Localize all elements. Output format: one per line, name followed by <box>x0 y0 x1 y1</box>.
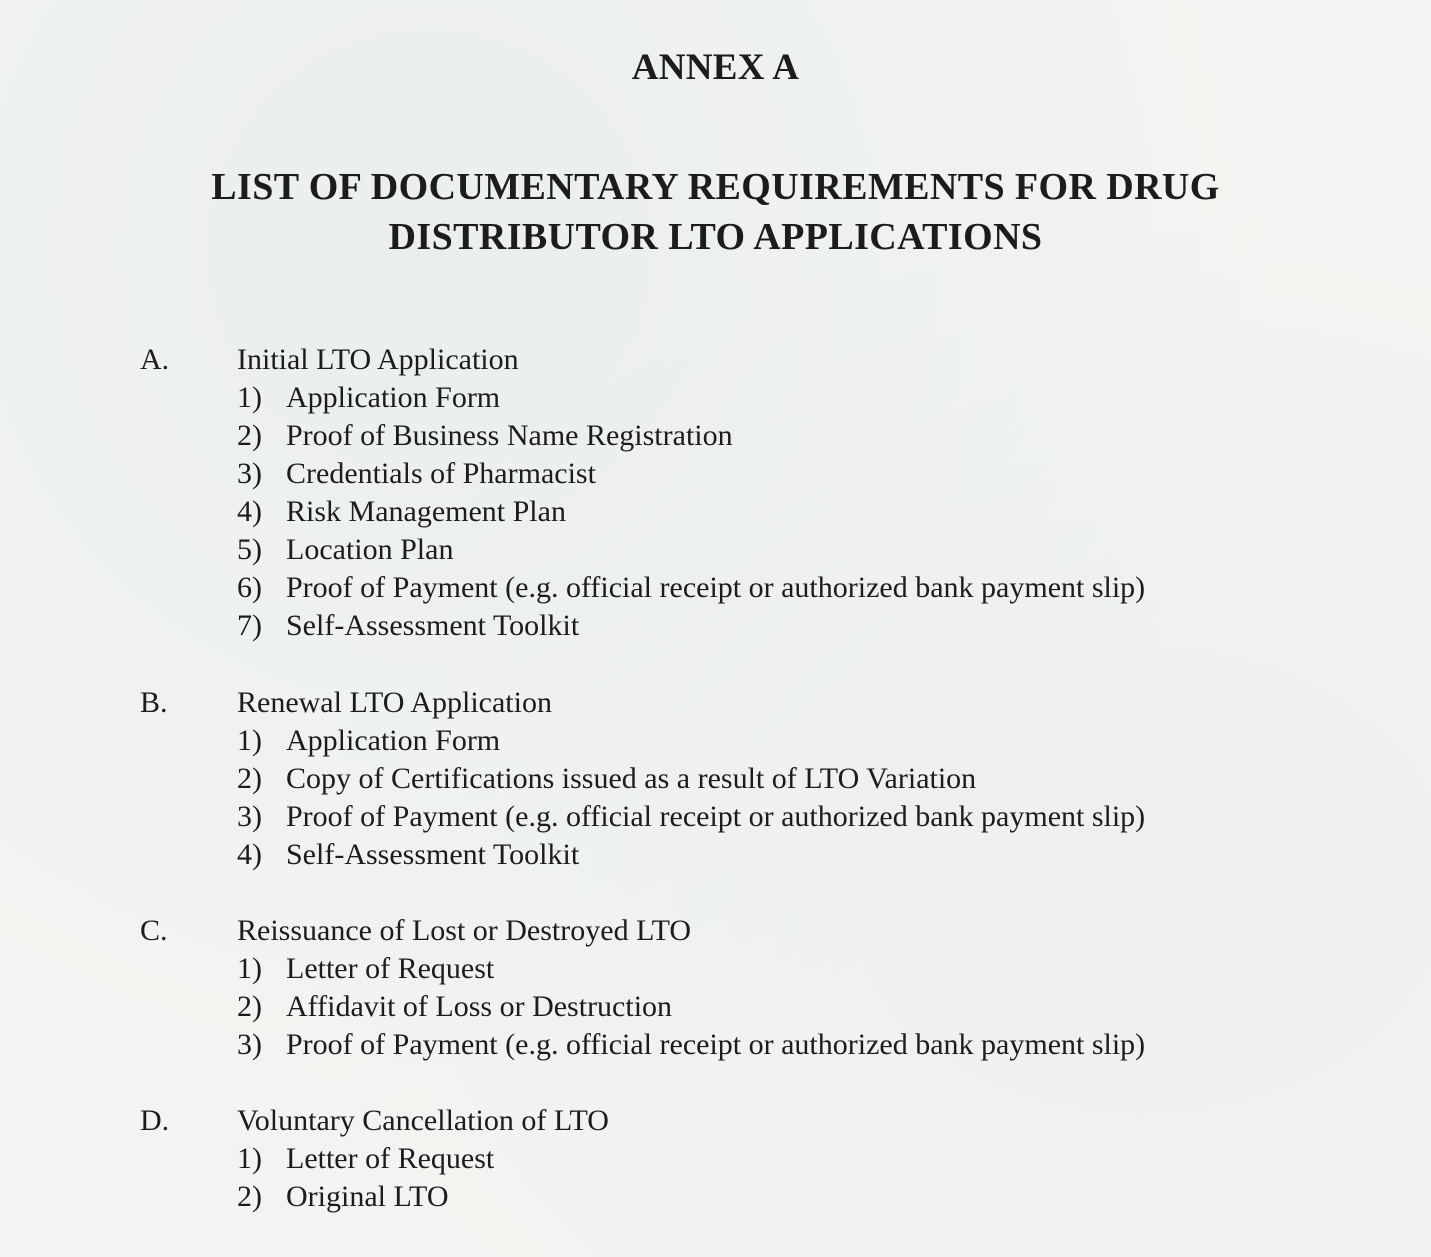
item-text: Proof of Payment (e.g. official receipt or authorized bank payment slip) <box>286 571 1146 604</box>
list-item <box>0 417 1431 455</box>
item-number: 2) <box>237 762 262 795</box>
section-letter: B. <box>140 686 168 719</box>
item-number: 1) <box>237 952 262 985</box>
requirements-list <box>0 950 1431 1064</box>
item-text: Proof of Payment (e.g. official receipt or authorized bank payment slip) <box>286 800 1146 833</box>
item-text: Application Form <box>286 724 501 757</box>
item-text: Letter of Request <box>286 1142 495 1175</box>
list-item <box>0 531 1431 569</box>
section-heading <box>0 1102 1431 1140</box>
section-title: Voluntary Cancellation of LTO <box>237 1104 609 1137</box>
section-voluntary-cancellation <box>0 1102 1431 1216</box>
item-number: 7) <box>237 609 262 642</box>
item-number: 2) <box>237 990 262 1023</box>
item-number: 3) <box>237 1028 262 1061</box>
item-number: 4) <box>237 495 262 528</box>
item-text: Copy of Certifications issued as a result of LTO Variation <box>286 762 977 795</box>
item-text: Affidavit of Loss or Destruction <box>286 990 673 1023</box>
section-title: Reissuance of Lost or Destroyed LTO <box>237 914 692 947</box>
item-number: 3) <box>237 457 262 490</box>
item-text: Credentials of Pharmacist <box>286 457 596 490</box>
item-text: Self-Assessment Toolkit <box>286 838 580 871</box>
list-item <box>0 455 1431 493</box>
section-title: Initial LTO Application <box>237 343 519 376</box>
section-letter: C. <box>140 914 168 947</box>
list-item <box>0 722 1431 760</box>
list-item <box>0 1140 1431 1178</box>
section-letter: A. <box>140 343 170 376</box>
list-item <box>0 836 1431 874</box>
item-text: Original LTO <box>286 1180 449 1213</box>
section-reissuance-lto <box>0 912 1431 1064</box>
item-text: Self-Assessment Toolkit <box>286 609 580 642</box>
item-number: 5) <box>237 533 262 566</box>
list-item <box>0 607 1431 645</box>
list-item <box>0 950 1431 988</box>
list-item <box>0 988 1431 1026</box>
requirements-list <box>0 379 1431 645</box>
item-text: Location Plan <box>286 533 454 566</box>
item-text: Letter of Request <box>286 952 495 985</box>
requirements-list <box>0 722 1431 874</box>
item-number: 2) <box>237 419 262 452</box>
section-renewal-lto <box>0 684 1431 874</box>
list-item <box>0 569 1431 607</box>
item-number: 3) <box>237 800 262 833</box>
item-number: 4) <box>237 838 262 871</box>
section-heading <box>0 341 1431 379</box>
item-number: 1) <box>237 724 262 757</box>
item-number: 2) <box>237 1180 262 1213</box>
list-item <box>0 379 1431 417</box>
section-heading <box>0 684 1431 722</box>
list-item <box>0 1178 1431 1216</box>
item-number: 1) <box>237 381 262 414</box>
list-item <box>0 1026 1431 1064</box>
document-title-line-2: DISTRIBUTOR LTO APPLICATIONS <box>388 216 1043 258</box>
list-item <box>0 760 1431 798</box>
requirements-list <box>0 1140 1431 1216</box>
list-item <box>0 798 1431 836</box>
item-number: 6) <box>237 571 262 604</box>
item-text: Application Form <box>286 381 501 414</box>
annex-title: ANNEX A <box>631 47 800 88</box>
section-letter: D. <box>140 1104 170 1137</box>
section-initial-lto <box>0 341 1431 645</box>
item-text: Proof of Payment (e.g. official receipt or authorized bank payment slip) <box>286 1028 1146 1061</box>
section-title: Renewal LTO Application <box>237 686 552 719</box>
item-text: Risk Management Plan <box>286 495 566 528</box>
document-title-line-1: LIST OF DOCUMENTARY REQUIREMENTS FOR DRUG <box>211 166 1220 208</box>
item-text: Proof of Business Name Registration <box>286 419 733 452</box>
list-item <box>0 493 1431 531</box>
document-title <box>0 162 1431 262</box>
item-number: 1) <box>237 1142 262 1175</box>
section-heading <box>0 912 1431 950</box>
